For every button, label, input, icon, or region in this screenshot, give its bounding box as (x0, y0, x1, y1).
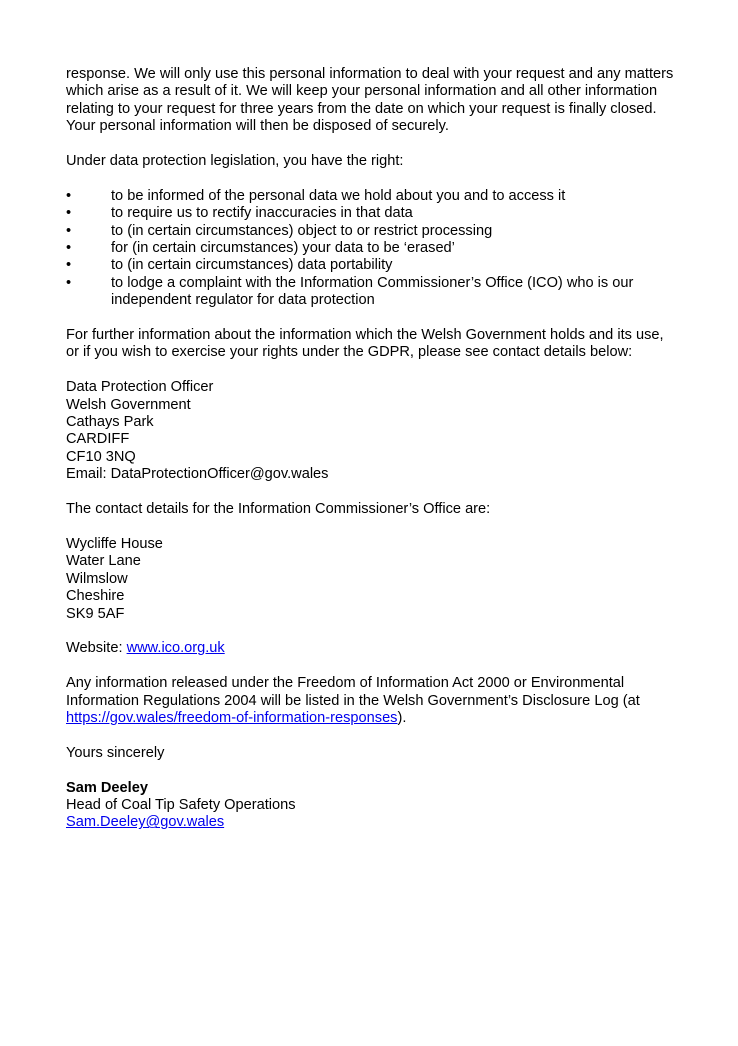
rights-list (66, 188, 676, 310)
rights-list-item (66, 257, 676, 274)
further-info-paragraph: For further information about the information which the Welsh Government holds and its use, or if you wish to exercise your rights under the GDPR, please see contact details below: (66, 327, 664, 361)
address-line: Cheshire (66, 588, 125, 605)
address-line: Water Lane (66, 553, 141, 570)
ico-website-link[interactable]: www.ico.org.uk (126, 640, 225, 657)
ico-intro: The contact details for the Information Commissioner’s Office are: (66, 501, 491, 518)
website-line (66, 640, 676, 657)
disclosure-paragraph (66, 675, 676, 727)
intro-paragraph: response. We will only use this personal information to deal with your request and any matters which arise as a result of it. We will keep your personal information and all other information relating to your request for three years from the date on which your request is finally closed. Your personal information will then be disposed of securely. (66, 66, 674, 135)
right-text: for (in certain circumstances) your data to be ‘erased’ (111, 240, 455, 257)
closing-salutation: Yours sincerely (66, 744, 165, 761)
disclosure-text: Any information released under the Freedom of Information Act 2000 or Environmental Information Regulations 2004 will be listed in the Welsh Government’s Disclosure Log (at (66, 675, 640, 709)
rights-intro: Under data protection legislation, you have the right: (66, 153, 404, 170)
dpo-email-line: Email: DataProtectionOfficer@gov.wales (66, 466, 329, 483)
right-text: to be informed of the personal data we hold about you and to access it (111, 187, 566, 204)
bullet-icon: • (66, 240, 72, 257)
letter-page (66, 66, 676, 849)
address-line: CF10 3NQ (66, 448, 136, 465)
bullet-icon: • (66, 257, 72, 274)
address-line: Cathays Park (66, 414, 154, 431)
address-line: SK9 5AF (66, 605, 125, 622)
address-line: Welsh Government (66, 396, 191, 413)
right-text: to lodge a complaint with the Information Commissioner’s Office (ICO) who is our independent regulator for data protection (111, 274, 634, 309)
bullet-icon: • (66, 187, 72, 204)
rights-list-item (66, 205, 676, 222)
disclosure-log-link[interactable]: https://gov.wales/freedom-of-information-responses (66, 709, 398, 726)
rights-list-item (66, 223, 676, 240)
right-text: to require us to rectify inaccuracies in that data (111, 205, 413, 222)
address-line: Wycliffe House (66, 535, 163, 552)
rights-list-item (66, 275, 676, 310)
bullet-icon: • (66, 222, 72, 239)
address-line: Wilmslow (66, 570, 128, 587)
address-line: Data Protection Officer (66, 379, 214, 396)
signature-block (66, 780, 676, 832)
right-text: to (in certain circumstances) object to or restrict processing (111, 222, 493, 239)
ico-address-block (66, 536, 676, 623)
rights-list-item (66, 240, 676, 257)
signatory-title: Head of Coal Tip Safety Operations (66, 796, 296, 813)
signatory-name: Sam Deeley (66, 779, 148, 796)
bullet-icon: • (66, 274, 72, 291)
disclosure-suffix: ). (397, 709, 407, 726)
address-line: CARDIFF (66, 431, 130, 448)
rights-list-item (66, 188, 676, 205)
right-text: to (in certain circumstances) data portability (111, 257, 393, 274)
dpo-address-block (66, 379, 676, 483)
signatory-email-link[interactable]: Sam.Deeley@gov.wales (66, 814, 225, 831)
website-label: Website: (66, 640, 127, 657)
bullet-icon: • (66, 205, 72, 222)
